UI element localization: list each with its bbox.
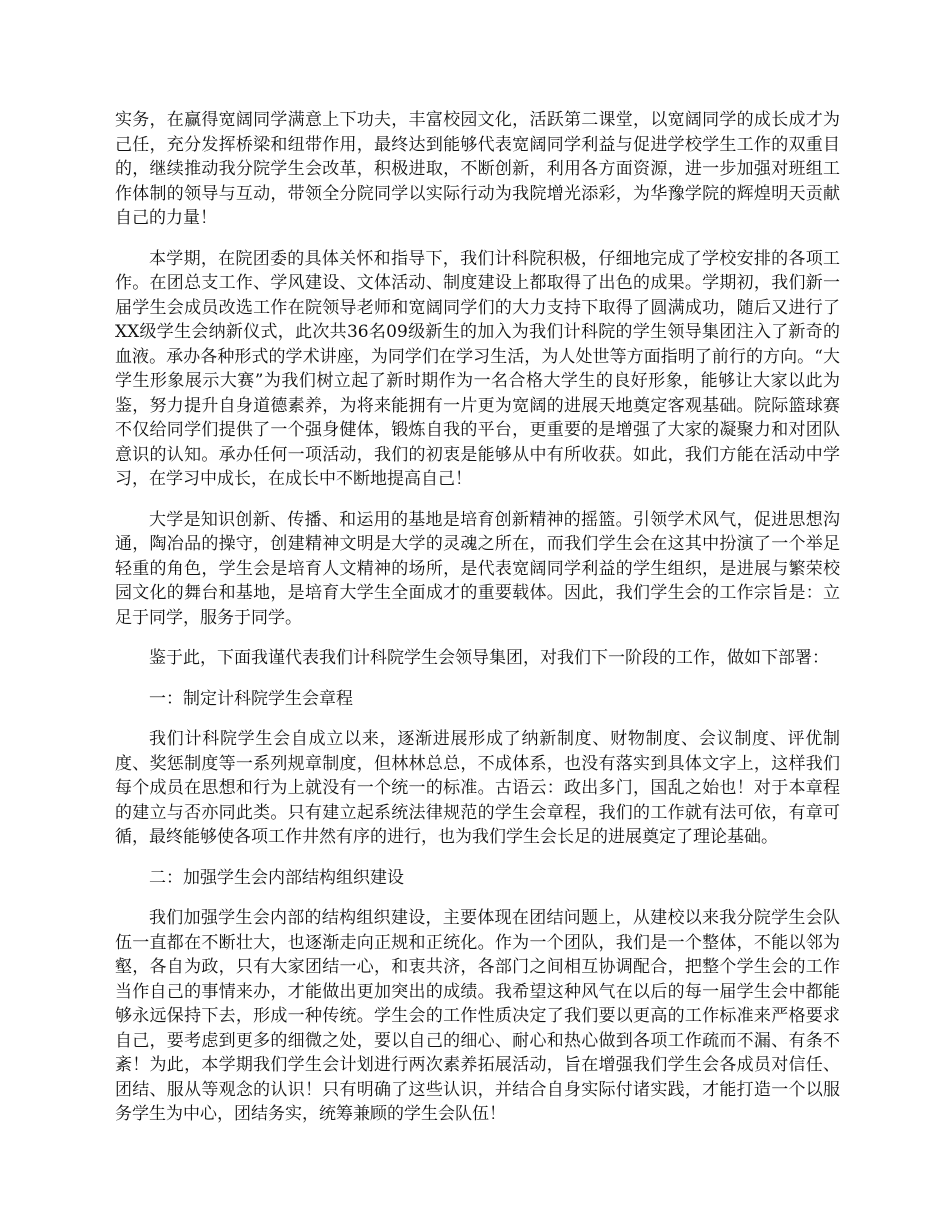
paragraph-intro-continuation: 实务，在赢得宽阔同学满意上下功夫，丰富校园文化，活跃第二课堂，以宽阔同学的成长成才为己任，充分发挥桥梁和纽带作用，最终达到能够代表宽阔同学利益与促进学校学生工作的双重目的，继续推动我分院学生会改革，积极进取，不断创新，利用各方面资源，进一步加强对班组工作体制的领导与互动，带领全分院同学以实际行动为我院增光添彩，为华豫学院的辉煌明天贡献自己的力量！	[115, 110, 840, 228]
paragraph-semester-summary: 本学期，在院团委的具体关怀和指导下，我们计科院积极，仔细地完成了学校安排的各项工作。在团总支工作、学风建设、文体活动、制度建设上都取得了出色的成果。学期初，我们新一届学生会成员改选工作在院领导老师和宽阔同学们的大力支持下取得了圆满成功，随后又进行了XX级学生会纳新仪式，此次共36名09级新生的加入为我们计科院的学生领导集团注入了新奇的血液。承办各种形式的学术讲座，为同学们在学习生活，为人处世等方面指明了前行的方向。“大学生形象展示大赛”为我们树立起了新时期作为一名合格大学生的良好形象，能够让大家以此为鉴，努力提升自身道德素养，为将来能拥有一片更为宽阔的进展天地奠定客观基础。院际篮球赛不仅给同学们提供了一个强身健体，锻炼自我的平台，更重要的是增强了大家的凝聚力和对团队意识的认知。承办任何一项活动，我们的初衷是能够从中有所收获。如此，我们方能在活动中学习，在学习中成长，在成长中不断地提高自己！	[115, 248, 840, 489]
paragraph-charter-body: 我们计科院学生会自成立以来，逐渐进展形成了纳新制度、财物制度、会议制度、评优制度、奖惩制度等一系列规章制度，但林林总总，不成体系，也没有落实到具体文字上，这样我们每个成员在思想和行为上就没有一个统一的标准。古语云：政出多门，国乱之始也！对于本章程的建立与否亦同此类。只有建立起系统法律规范的学生会章程，我们的工作就有法可依，有章可循，最终能够使各项工作井然有序的进行，也为我们学生会长足的进展奠定了理论基础。	[115, 729, 840, 847]
paragraph-organization-body: 我们加强学生会内部的结构组织建设，主要体现在团结问题上，从建校以来我分院学生会队伍一直都在不断壮大，也逐渐走向正规和正统化。作为一个团队，我们是一个整体，不能以邻为壑，各自为政，只有大家团结一心，和衷共济，各部门之间相互协调配合，把整个学生会的工作当作自己的事情来办，才能做出更加突出的成绩。我希望这种风气在以后的每一届学生会中都能够永远保持下去，形成一种传统。学生会的工作性质决定了我们要以更高的工作标准来严格要求自己，要考虑到更多的细微之处，要以自己的细心、耐心和热心做到各项工作疏而不漏、有条不紊！为此，本学期我们学生会计划进行两次素养拓展活动，旨在增强我们学生会各成员对信任、团结、服从等观念的认识！只有明确了这些认识，并结合自身实际付诸实践，才能打造一个以服务学生为中心，团结务实，统筹兼顾的学生会队伍！	[115, 908, 840, 1124]
section-heading-charter: 一：制定计科院学生会章程	[149, 688, 353, 709]
paragraph-plan-intro: 鉴于此，下面我谨代表我们计科院学生会领导集团，对我们下一阶段的工作，做如下部署：	[149, 648, 829, 668]
paragraph-university-role: 大学是知识创新、传播、和运用的基地是培育创新精神的摇篮。引领学术风气，促进思想沟通，陶冶品的操守，创建精神文明是大学的灵魂之所在，而我们学生会在这其中扮演了一个举足轻重的角色，学生会是培育人文精神的场所，是代表宽阔同学利益的学生组织，是进展与繁荣校园文化的舞台和基地，是培育大学生全面成才的重要载体。因此，我们学生会的工作宗旨是：立足于同学，服务于同学。	[115, 509, 840, 628]
document-page	[115, 108, 840, 1143]
section-heading-organization: 二：加强学生会内部结构组织建设	[149, 867, 404, 888]
